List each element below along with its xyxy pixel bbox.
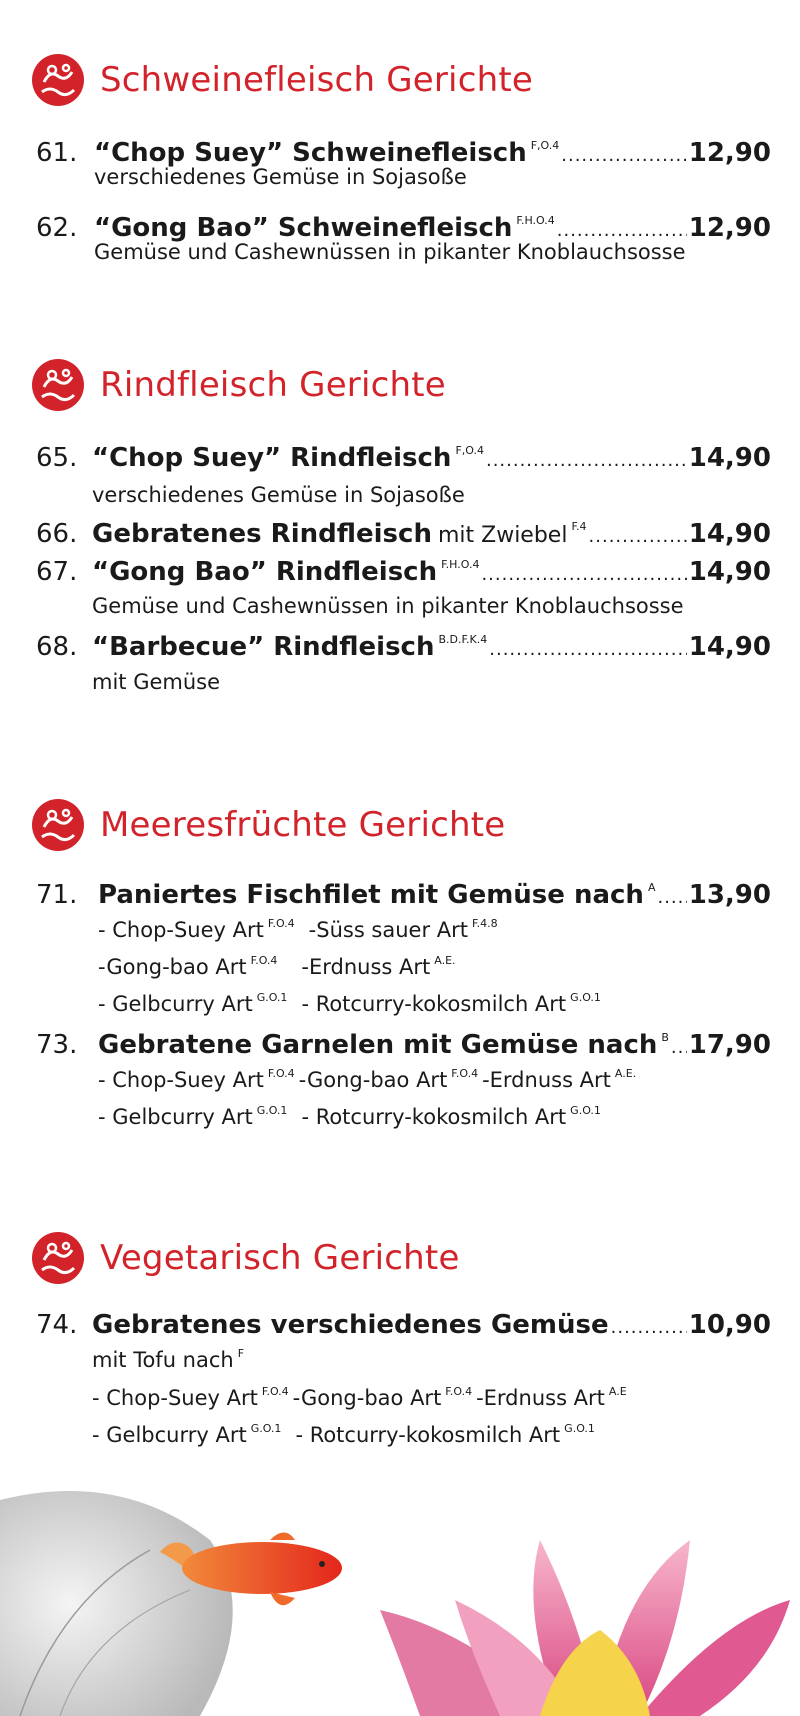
item-number: 73. xyxy=(36,1030,78,1060)
section-heading-veg xyxy=(30,1228,460,1288)
dot-leader xyxy=(657,887,686,908)
option-line xyxy=(98,1105,601,1129)
item-name-extra: mit Zwiebel xyxy=(437,523,568,548)
item-price: 13,90 xyxy=(688,880,771,910)
option-label: -Gong-bao Art xyxy=(298,1068,448,1092)
item-price: 14,90 xyxy=(688,557,771,587)
section-title-veg: Vegetarisch Gerichte xyxy=(100,1238,460,1278)
item-price: 12,90 xyxy=(688,213,771,243)
item-name: Paniertes Fischfilet mit Gemüse nach xyxy=(98,880,644,910)
red-cloud-emblem-icon xyxy=(30,52,86,108)
dot-leader xyxy=(557,220,687,241)
menu-item-67 xyxy=(36,557,771,587)
allergen-code: F.H.O.4 xyxy=(441,558,480,571)
option-line xyxy=(98,918,498,942)
allergen-code: F.O.4 xyxy=(267,917,295,930)
item-description xyxy=(92,1348,244,1372)
menu-item-61 xyxy=(36,138,771,168)
dot-leader xyxy=(671,1037,687,1058)
menu-item-73 xyxy=(36,1030,771,1060)
lotus-leaf-icon xyxy=(0,1491,233,1716)
option-label: -Erdnuss Art xyxy=(476,1386,605,1410)
dot-leader xyxy=(611,1317,687,1338)
menu-item-71 xyxy=(36,880,771,910)
item-price: 10,90 xyxy=(688,1310,771,1340)
option-label: -Gong-bao Art xyxy=(98,955,247,979)
option-label: - Rotcurry-kokosmilch Art xyxy=(295,1423,561,1447)
allergen-code: F.O.4 xyxy=(250,954,278,967)
menu-item-74 xyxy=(36,1310,771,1340)
section-title-beef: Rindfleisch Gerichte xyxy=(100,365,446,405)
allergen-code: F,O.4 xyxy=(455,444,484,457)
option-label: -Süss sauer Art xyxy=(308,918,469,942)
menu-item-65 xyxy=(36,443,771,473)
item-price: 12,90 xyxy=(688,138,771,168)
item-description: verschiedenes Gemüse in Sojasoße xyxy=(92,483,465,507)
lotus-flower-icon xyxy=(380,1540,790,1716)
item-number: 68. xyxy=(36,632,78,662)
menu-item-66 xyxy=(36,519,771,549)
item-name: Gebratenes Rindfleisch xyxy=(92,519,432,549)
item-description: mit Gemüse xyxy=(92,670,221,694)
allergen-code: G.O.1 xyxy=(256,1104,288,1117)
option-label: - Gelbcurry Art xyxy=(92,1423,247,1447)
allergen-code: G.O.1 xyxy=(256,991,288,1004)
dot-leader xyxy=(561,145,686,166)
option-label: - Rotcurry-kokosmilch Art xyxy=(301,1105,567,1129)
option-label: -Gong-bao Art xyxy=(292,1386,442,1410)
section-heading-seafood xyxy=(30,795,505,855)
item-number: 67. xyxy=(36,557,78,587)
item-name: “Chop Suey” Rindfleisch xyxy=(92,443,452,473)
item-number: 66. xyxy=(36,519,78,549)
option-label: - Chop-Suey Art xyxy=(98,1068,264,1092)
section-title-seafood: Meeresfrüchte Gerichte xyxy=(100,805,506,845)
allergen-code: G.O.1 xyxy=(570,991,601,1004)
option-line xyxy=(92,1423,595,1447)
item-name: “Barbecue” Rindfleisch xyxy=(92,632,435,662)
item-number: 62. xyxy=(36,213,78,243)
option-line xyxy=(98,955,456,979)
option-label: - Chop-Suey Art xyxy=(92,1386,258,1410)
allergen-code: F.O.4 xyxy=(261,1385,289,1398)
section-heading-beef xyxy=(30,355,446,415)
option-label: -Erdnuss Art xyxy=(482,1068,611,1092)
allergen-code: A xyxy=(647,881,656,894)
allergen-code: A.E. xyxy=(614,1067,637,1080)
dot-leader xyxy=(589,526,687,547)
item-name: “Gong Bao” Rindfleisch xyxy=(92,557,438,587)
red-cloud-emblem-icon xyxy=(30,1230,86,1286)
menu-item-62 xyxy=(36,213,771,243)
item-price: 14,90 xyxy=(688,632,771,662)
dot-leader xyxy=(481,564,686,585)
section-title-pork: Schweinefleisch Gerichte xyxy=(100,60,533,100)
menu-item-68 xyxy=(36,632,771,662)
item-price: 14,90 xyxy=(688,519,771,549)
option-label: - Gelbcurry Art xyxy=(98,1105,253,1129)
red-cloud-emblem-icon xyxy=(30,797,86,853)
allergen-code: F xyxy=(237,1347,245,1360)
allergen-code: A.E xyxy=(608,1385,627,1398)
item-price: 17,90 xyxy=(688,1030,771,1060)
allergen-code: G.O.1 xyxy=(570,1104,601,1117)
allergen-code: F.O.4 xyxy=(451,1067,479,1080)
option-label: -Erdnuss Art xyxy=(301,955,431,979)
dot-leader xyxy=(486,450,687,471)
item-number: 74. xyxy=(36,1310,78,1340)
option-label: - Rotcurry-kokosmilch Art xyxy=(301,992,567,1016)
allergen-code: F.H.O.4 xyxy=(516,214,555,227)
description-text: mit Tofu nach xyxy=(92,1348,234,1372)
item-name: Gebratene Garnelen mit Gemüse nach xyxy=(98,1030,658,1060)
allergen-code: F.4 xyxy=(571,520,587,533)
item-name: Gebratenes verschiedenes Gemüse xyxy=(92,1310,609,1340)
option-line xyxy=(98,1068,636,1092)
option-line xyxy=(98,992,601,1016)
option-label: - Chop-Suey Art xyxy=(98,918,264,942)
section-heading-pork xyxy=(30,50,533,110)
allergen-code: F.O.4 xyxy=(267,1067,295,1080)
allergen-code: A.E. xyxy=(434,954,456,967)
dot-leader xyxy=(489,639,686,660)
allergen-code: B xyxy=(661,1031,669,1044)
allergen-code: B.D.F.K.4 xyxy=(438,633,488,646)
option-label: - Gelbcurry Art xyxy=(98,992,253,1016)
red-cloud-emblem-icon xyxy=(30,357,86,413)
allergen-code: G.O.1 xyxy=(250,1422,282,1435)
allergen-code: F.4.8 xyxy=(472,917,498,930)
footer-illustration xyxy=(0,1480,800,1716)
allergen-code: F.O.4 xyxy=(445,1385,473,1398)
item-description: verschiedenes Gemüse in Sojasoße xyxy=(94,165,467,189)
item-number: 65. xyxy=(36,443,78,473)
item-description: Gemüse und Cashewnüssen in pikanter Knoblauchsosse xyxy=(94,240,686,264)
item-price: 14,90 xyxy=(688,443,771,473)
item-description: Gemüse und Cashewnüssen in pikanter Knoblauchsosse xyxy=(92,594,684,618)
item-number: 71. xyxy=(36,880,78,910)
item-name: “Chop Suey” Schweinefleisch xyxy=(94,138,527,168)
option-line xyxy=(92,1386,627,1410)
allergen-code: F,O.4 xyxy=(530,139,560,152)
allergen-code: G.O.1 xyxy=(564,1422,595,1435)
item-name: “Gong Bao” Schweinefleisch xyxy=(94,213,513,243)
item-number: 61. xyxy=(36,138,78,168)
